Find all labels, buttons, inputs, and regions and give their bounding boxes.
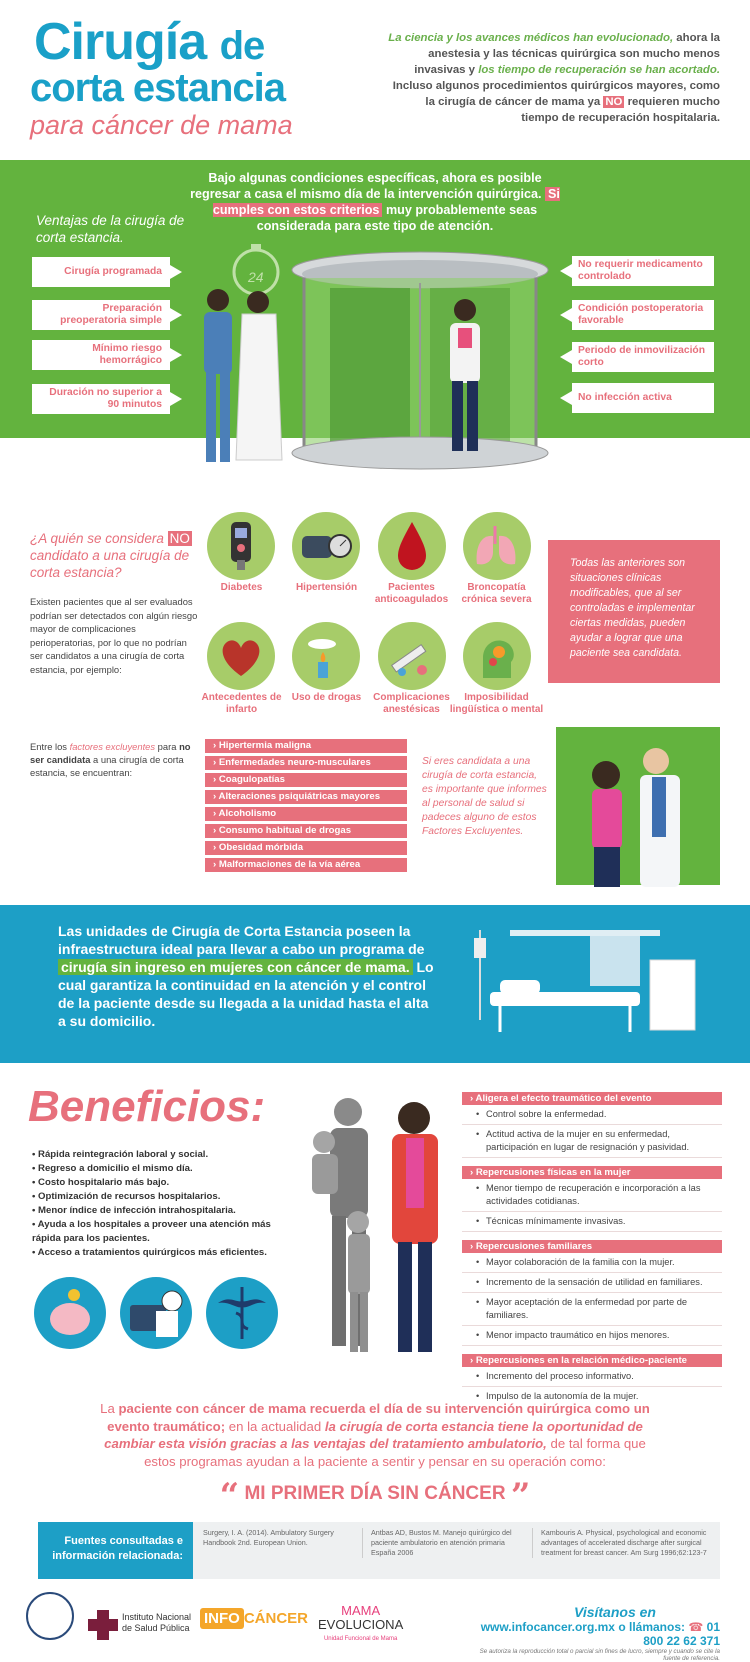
visitanos-label: Visítanos en [574,1604,656,1620]
syringe-icon [378,622,446,690]
drugs-icon [292,622,360,690]
list-item: • Rápida reintegración laboral y social. [32,1148,282,1162]
reference-item: Antbas AD, Bustos M. Manejo quirúrgico del paciente ambulatorio en atención primaria España 2006 [362,1528,512,1558]
briefcase-clock-icon [120,1277,192,1349]
list-item: • Optimización de recursos hospitalarios. [32,1190,282,1204]
blood-pressure-icon [292,512,360,580]
legal-note: Se autoriza la reproducción total o parcial sin fines de lucro, siempre y cuando se cite la fuente de referencia. [479,1648,720,1662]
left-criterion: Preparación preoperatoria simple [32,300,170,330]
title-line-1: Cirugía de [34,13,265,71]
unidades-text: Las unidades de Cirugía de Corta Estancia poseen la infraestructura ideal para llevar a cabo un programa de cirugía sin ingreso en mujeres con cáncer de mama. Lo cual garantiza la continuidad en la atención y el control de la paciente desde su llegada a la unidad hasta el alta a su domicilio. [58,923,434,1029]
caduceus-icon [206,1277,278,1349]
no-candidato-question: ¿A quién se considera NO candidato a una cirugía de corta estancia? [30,531,190,580]
phone-number[interactable]: 01 800 22 62 371 [643,1620,720,1648]
condition-label: Broncopatía crónica severa [461,582,532,605]
intro-text: La ciencia y los avances médicos han evolucionado, ahora la anestesia y las técnicas quirúrgica son mucho menos invasivas y los tiempo de recuperación se han acortado. Incluso algunos procedimientos quirúrgicos mayores, como la cirugía de cáncer de mama ya NO requieren mucho tiempo de recuperación hospitalaria. [388,32,720,124]
factor-item: › Malformaciones de la vía aérea [205,858,407,872]
group-header: › Repercusiones en la relación médico-paciente [462,1354,722,1367]
condition-label: Diabetes [220,582,263,593]
family-illustration [296,1092,456,1362]
list-item: • Acceso a tratamientos quirúrgicos más eficientes. [32,1246,282,1260]
contact-block: Visítanos en www.infocancer.org.mx o llámanos: ☎ 01 800 22 62 371 Se autoriza la reproducción total o parcial sin fines de lucro, siempre y cuando se cite la fuente de referencia. [470,1604,720,1662]
list-item: • Regreso a domicilio el mismo día. [32,1162,282,1176]
modifiable-note: Todas las anteriores son situaciones clínicas modificables, que al ser controladas e implementar ciertas medidas, pueden ayudar a lograr que una paciente sea candidata. [548,540,720,683]
factor-item: › Hipertermia maligna [205,739,407,753]
condition-label: Antecedentes de infarto [201,692,282,715]
right-criterion: No requerir medicamento controlado [572,256,714,286]
piggy-bank-icon [34,1277,106,1349]
ventajas-heading: Ventajas de la cirugía de corta estancia. [36,213,185,245]
closing-quote: La paciente con cáncer de mama recuerda el día de su intervención quirúrgica como un evento traumático; en la actualidad la cirugía de corta estancia tiene la oportunidad de cambiar esta visión gracias a las ventajas del tratamiento ambulatorio, de tal forma que estos programas ayudan a la paciente a sentir y pensar en su operación como: [100,1401,650,1469]
condition-label: Hipertensión [295,582,358,593]
factor-item: › Obesidad mórbida [205,841,407,855]
candidate-advice: Si eres candidata a una cirugía de corta estancia, es importante que informes al personal de salud si padeces alguno de estos Factores Excluyentes. [422,756,547,837]
no-candidato-desc: Existen pacientes que al ser evaluados podrían ser detectados con algún riesgo mayor de complicaciones perioperatorias, por lo que no podrían ser candidatos a una cirugía de corta estancia, por ejemplo: [30,596,198,675]
factor-item: › Alteraciones psiquiátricas mayores [205,790,407,804]
insp-logo-icon [88,1610,118,1640]
seal-logo [26,1592,74,1640]
fuentes-label: Fuentes consultadas e información relacionada: [38,1522,193,1579]
heart-icon [207,622,275,690]
left-criterion: Duración no superior a 90 minutos [32,384,170,414]
blood-drop-icon [378,512,446,580]
group-header: › Repercusiones físicas en la mujer [462,1166,722,1179]
list-item: • Ayuda a los hospitales a proveer una atención más rápida para los pacientes. [32,1218,282,1246]
condition-label: Imposibilidad lingüística o mental [449,692,544,715]
list-item: • Actitud activa de la mujer en su enfermedad, participación en lugar de resignación y pasividad. [462,1125,722,1158]
reference-item: Kambouris A. Physical, psychological and economic advantages of accelerated discharge after surgical treatment for breast cancer. Am Surg 1996;62:123-7 [532,1528,712,1558]
left-criterion: Mínimo riesgo hemorrágico [32,340,170,370]
revolving-door-illustration [290,248,550,478]
glucometer-icon [207,512,275,580]
repercusiones-column [462,1092,722,1406]
condition-label: Complicaciones anestésicas [373,692,450,715]
reference-item: Surgery, I. A. (2014). Ambulatory Surgery Handbook 2nd. European Union. [203,1528,334,1547]
doctor-patient-illustration [556,727,720,885]
subtitle: para cáncer de mama [30,110,293,140]
head-gears-icon [463,622,531,690]
right-criterion: No infección activa [572,383,714,413]
list-item: • Menor tiempo de recuperación e incorporación a las actividades cotidianas. [462,1179,722,1212]
list-item: • Incremento de la sensación de utilidad en familiares. [462,1273,722,1293]
condition-label: Pacientes anticoagulados [374,582,449,605]
stopwatch-label: 24 [248,269,264,285]
criteria-intro: Bajo algunas condiciones específicas, ahora es posible regresar a casa el mismo día de la intervención quirúrgica. Si cumples con estos criterios muy probablemente seas considerada para este tipo de atención. [190,171,560,233]
hospital-bed-illustration [470,920,710,1050]
list-item: • Control sobre la enfermedad. [462,1105,722,1125]
website-link[interactable]: www.infocancer.org.mx [480,1620,615,1634]
lungs-icon [463,512,531,580]
phone-icon: ☎ [688,1620,704,1634]
factor-item: › Enfermedades neuro-musculares [205,756,407,770]
nurse-and-patient-illustration [190,280,290,480]
right-criterion: Periodo de inmovilización corto [572,342,714,372]
right-criterion: Condición postoperatoria favorable [572,300,714,330]
condition-label: Uso de drogas [291,692,362,703]
factor-item: › Consumo habitual de drogas [205,824,407,838]
factor-item: › Alcoholismo [205,807,407,821]
beneficios-list [32,1148,282,1260]
list-item: • Técnicas mínimamente invasivas. [462,1212,722,1232]
group-header: › Repercusiones familiares [462,1240,722,1253]
list-item: • Costo hospitalario más bajo. [32,1176,282,1190]
infocancer-logo: INFO CÁNCER [200,1610,308,1627]
mi-primer-dia: “ MI PRIMER DÍA SIN CÁNCER ” [219,1476,531,1516]
list-item: • Impulso de la autonomía de la mujer. [462,1387,722,1406]
beneficios-title: Beneficios: [28,1082,266,1131]
title-line-2: corta estancia [30,66,286,110]
mama-evoluciona-logo: MAMA EVOLUCIONA Unidad Funcional de Mama [318,1603,404,1642]
list-item: • Menor impacto traumático en hijos menores. [462,1326,722,1346]
list-item: • Menor índice de infección intrahospitalaria. [32,1204,282,1218]
list-item: • Mayor aceptación de la enfermedad por parte de familiares. [462,1293,722,1326]
list-item: • Incremento del proceso informativo. [462,1367,722,1387]
group-header: › Aligera el efecto traumático del evento [462,1092,722,1105]
factor-item: › Coagulopatías [205,773,407,787]
left-criterion: Cirugía programada [32,257,170,287]
list-item: • Mayor colaboración de la familia con la mujer. [462,1253,722,1273]
insp-logo: Instituto Nacional de Salud Pública [122,1612,192,1633]
factores-intro: Entre los factores excluyentes para no ser candidata a una cirugía de corta estancia, se encuentran: [30,741,191,778]
